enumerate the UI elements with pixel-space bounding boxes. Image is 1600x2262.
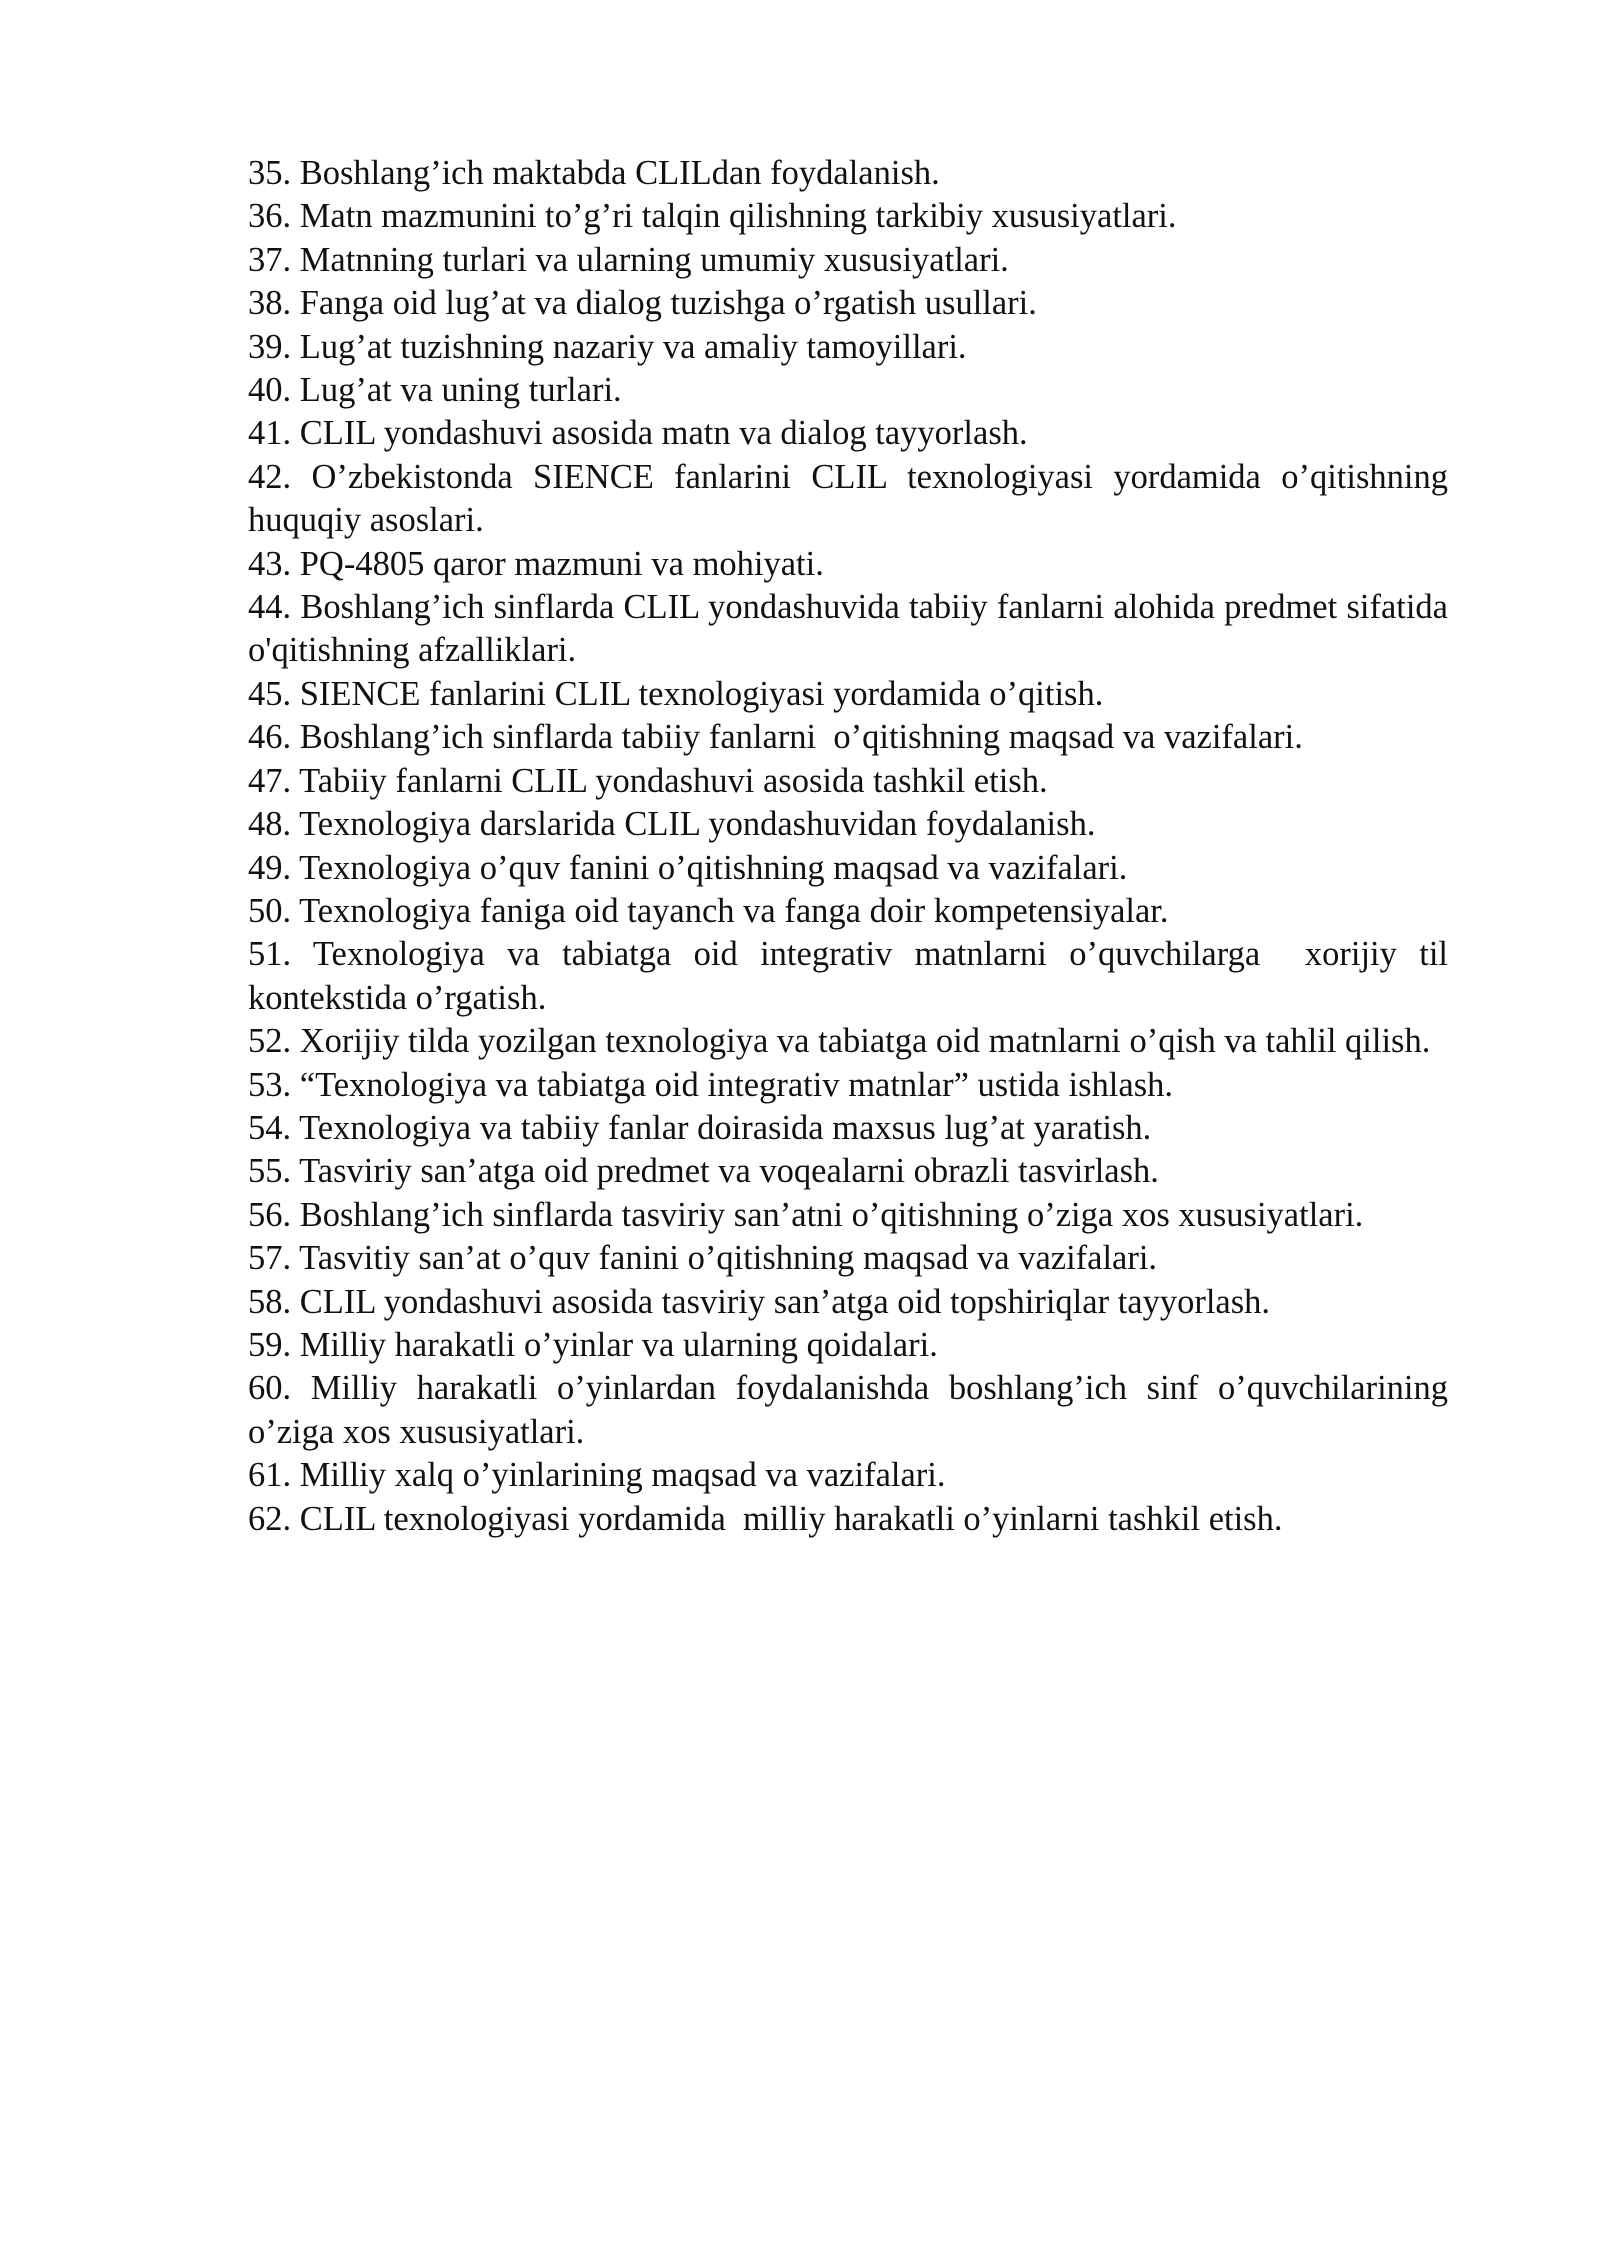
list-item: 46. Boshlang’ich sinflarda tabiiy fanlarni o’qitishning maqsad va vazifalari. (248, 718, 1303, 757)
list-item: 62. CLIL texnologiyasi yordamida milliy harakatli o’yinlarni tashkil etish. (248, 1499, 1283, 1538)
list-item: 55. Tasviriy san’atga oid predmet va voqealarni obrazli tasvirlash. (248, 1152, 1159, 1191)
list-item: 47. Tabiiy fanlarni CLIL yondashuvi asosida tashkil etish. (248, 761, 1048, 800)
list-item: 49. Texnologiya o’quv fanini o’qitishning maqsad va vazifalari. (248, 848, 1128, 887)
list-item: 45. SIENCE fanlarini CLIL texnologiyasi yordamida o’qitish. (248, 674, 1104, 713)
list-item: 36. Matn mazmunini to’g’ri talqin qilishning tarkibiy xususiyatlari. (248, 197, 1177, 236)
list-item: 59. Milliy harakatli o’yinlar va ularning qoidalari. (248, 1325, 938, 1364)
list-item: 41. CLIL yondashuvi asosida matn va dialog tayyorlash. (248, 414, 1028, 453)
list-item: 39. Lug’at tuzishning nazariy va amaliy tamoyillari. (248, 327, 967, 366)
list-item: 38. Fanga oid lug’at va dialog tuzishga o’rgatish usullari. (248, 284, 1037, 323)
list-item: 35. Boshlang’ich maktabda CLILdan foydalanish. (248, 154, 940, 192)
list-item: 40. Lug’at va uning turlari. (248, 371, 622, 410)
list-item: 54. Texnologiya va tabiiy fanlar doirasida maxsus lug’at yaratish. (248, 1108, 1152, 1147)
list-item: 56. Boshlang’ich sinflarda tasviriy san’atni o’qitishning o’ziga xos xususiyatlari. (248, 1195, 1364, 1234)
list-item: 50. Texnologiya faniga oid tayanch va fanga doir kompetensiyalar. (248, 891, 1169, 930)
list-item: 52. Xorijiy tilda yozilgan texnologiya va tabiatga oid matnlarni o’qish va tahlil qilish. (248, 1022, 1431, 1061)
list-item: 37. Matnning turlari va ularning umumiy xususiyatlari. (248, 240, 1009, 279)
list-item: 57. Tasvitiy san’at o’quv fanini o’qitishning maqsad va vazifalari. (248, 1239, 1158, 1278)
list-item: 58. CLIL yondashuvi asosida tasviriy san’atga oid topshiriqlar tayyorlash. (248, 1282, 1271, 1321)
list-item: 42. O’zbekistonda SIENCE fanlarini CLIL texnologiyasi yordamida o’qitishning huquqiy asoslari. (248, 457, 1457, 540)
list-item: 43. PQ-4805 qaror mazmuni va mohiyati. (248, 544, 824, 583)
list-item: 60. Milliy harakatli o’yinlardan foydalanishda boshlang’ich sinf o’quvchilarining o’ziga xos xususiyatlari. (248, 1369, 1457, 1451)
list-item: 61. Milliy xalq o’yinlarining maqsad va vazifalari. (248, 1456, 946, 1495)
list-item: 44. Boshlang’ich sinflarda CLIL yondashuvida tabiiy fanlarni alohida predmet sifatida o'qitishning afzalliklari. (248, 588, 1457, 670)
question-list (248, 152, 1457, 1541)
list-item: 51. Texnologiya va tabiatga oid integrativ matnlarni o’quvchilarga xorijiy til kontekstida o’rgatish. (248, 935, 1457, 1017)
list-item: 53. “Texnologiya va tabiatga oid integrativ matnlar” ustida ishlash. (248, 1065, 1173, 1104)
list-item: 48. Texnologiya darslarida CLIL yondashuvidan foydalanish. (248, 805, 1096, 844)
